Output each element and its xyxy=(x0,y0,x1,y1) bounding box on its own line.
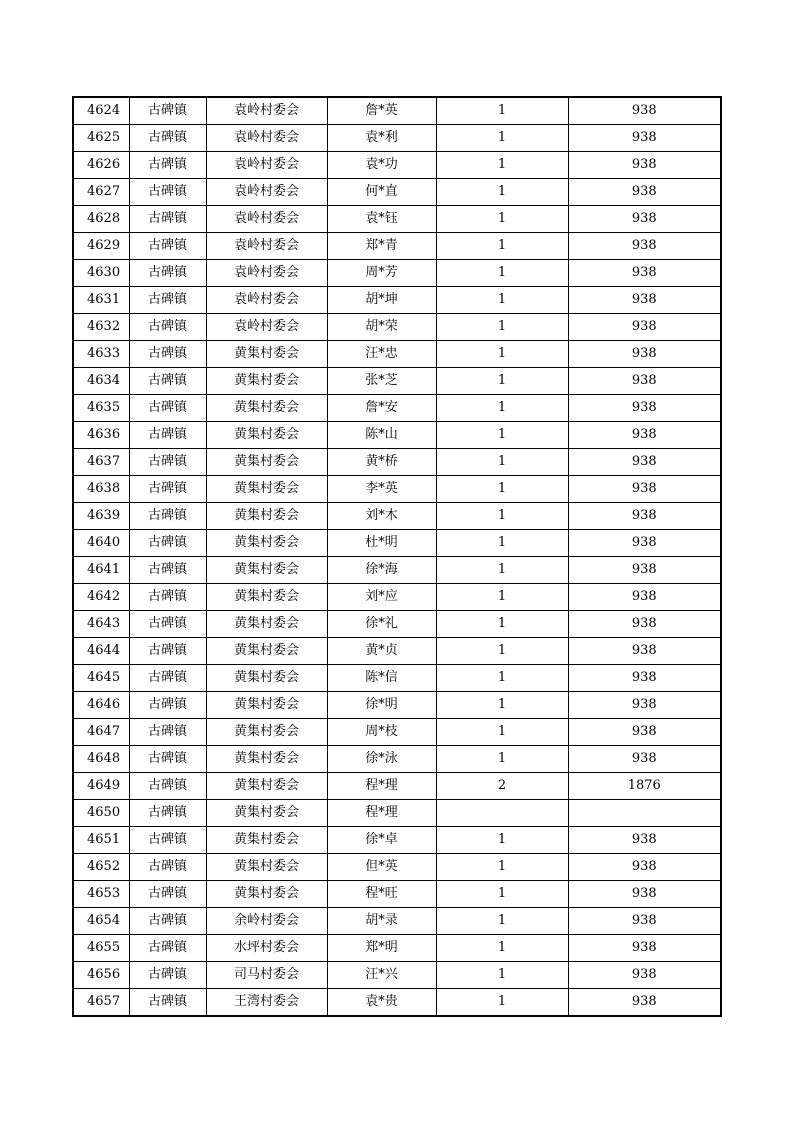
person-name-cell: 陈*山 xyxy=(327,422,436,449)
town-cell: 古碑镇 xyxy=(129,611,206,638)
town-cell: 古碑镇 xyxy=(129,233,206,260)
count-cell: 1 xyxy=(436,449,568,476)
row-number-cell: 4653 xyxy=(73,881,129,908)
count-cell: 1 xyxy=(436,854,568,881)
amount-cell: 938 xyxy=(568,97,721,125)
amount-cell: 938 xyxy=(568,827,721,854)
village-committee-cell: 黄集村委会 xyxy=(206,827,327,854)
row-number-cell: 4624 xyxy=(73,97,129,125)
person-name-cell: 刘*木 xyxy=(327,503,436,530)
row-number-cell: 4651 xyxy=(73,827,129,854)
person-name-cell: 程*旺 xyxy=(327,881,436,908)
village-committee-cell: 袁岭村委会 xyxy=(206,287,327,314)
row-number-cell: 4646 xyxy=(73,692,129,719)
town-cell: 古碑镇 xyxy=(129,584,206,611)
table-row xyxy=(73,557,721,584)
count-cell: 1 xyxy=(436,179,568,206)
count-cell: 1 xyxy=(436,881,568,908)
table-row xyxy=(73,341,721,368)
table-row xyxy=(73,854,721,881)
count-cell: 1 xyxy=(436,584,568,611)
person-name-cell: 但*英 xyxy=(327,854,436,881)
amount-cell: 1876 xyxy=(568,773,721,800)
amount-cell: 938 xyxy=(568,746,721,773)
town-cell: 古碑镇 xyxy=(129,287,206,314)
count-cell: 1 xyxy=(436,503,568,530)
amount-cell: 938 xyxy=(568,287,721,314)
amount-cell: 938 xyxy=(568,719,721,746)
row-number-cell: 4625 xyxy=(73,125,129,152)
village-committee-cell: 黄集村委会 xyxy=(206,503,327,530)
row-number-cell: 4645 xyxy=(73,665,129,692)
row-number-cell: 4638 xyxy=(73,476,129,503)
count-cell: 1 xyxy=(436,476,568,503)
table-row xyxy=(73,97,721,125)
amount-cell: 938 xyxy=(568,962,721,989)
person-name-cell: 袁*利 xyxy=(327,125,436,152)
table-row xyxy=(73,692,721,719)
village-committee-cell: 袁岭村委会 xyxy=(206,314,327,341)
row-number-cell: 4654 xyxy=(73,908,129,935)
count-cell: 1 xyxy=(436,611,568,638)
table-row xyxy=(73,881,721,908)
table-row xyxy=(73,800,721,827)
town-cell: 古碑镇 xyxy=(129,341,206,368)
table-row xyxy=(73,638,721,665)
person-name-cell: 袁*功 xyxy=(327,152,436,179)
count-cell: 1 xyxy=(436,233,568,260)
table-row xyxy=(73,206,721,233)
town-cell: 古碑镇 xyxy=(129,449,206,476)
person-name-cell: 程*理 xyxy=(327,773,436,800)
amount-cell: 938 xyxy=(568,233,721,260)
table-row xyxy=(73,287,721,314)
row-number-cell: 4635 xyxy=(73,395,129,422)
person-name-cell: 徐*海 xyxy=(327,557,436,584)
village-committee-cell: 黄集村委会 xyxy=(206,341,327,368)
row-number-cell: 4626 xyxy=(73,152,129,179)
count-cell: 1 xyxy=(436,962,568,989)
village-committee-cell: 黄集村委会 xyxy=(206,665,327,692)
village-committee-cell: 水坪村委会 xyxy=(206,935,327,962)
person-name-cell: 汪*兴 xyxy=(327,962,436,989)
count-cell: 1 xyxy=(436,287,568,314)
village-committee-cell: 袁岭村委会 xyxy=(206,97,327,125)
table-row xyxy=(73,719,721,746)
row-number-cell: 4634 xyxy=(73,368,129,395)
amount-cell: 938 xyxy=(568,368,721,395)
village-committee-cell: 袁岭村委会 xyxy=(206,260,327,287)
row-number-cell: 4630 xyxy=(73,260,129,287)
amount-cell: 938 xyxy=(568,557,721,584)
person-name-cell: 詹*英 xyxy=(327,97,436,125)
village-committee-cell: 黄集村委会 xyxy=(206,881,327,908)
table-row xyxy=(73,773,721,800)
table-row xyxy=(73,233,721,260)
town-cell: 古碑镇 xyxy=(129,719,206,746)
person-name-cell: 徐*礼 xyxy=(327,611,436,638)
count-cell: 1 xyxy=(436,908,568,935)
amount-cell: 938 xyxy=(568,341,721,368)
count-cell: 1 xyxy=(436,746,568,773)
person-name-cell: 汪*忠 xyxy=(327,341,436,368)
row-number-cell: 4637 xyxy=(73,449,129,476)
person-name-cell: 何*直 xyxy=(327,179,436,206)
amount-cell: 938 xyxy=(568,476,721,503)
row-number-cell: 4652 xyxy=(73,854,129,881)
row-number-cell: 4631 xyxy=(73,287,129,314)
table-row xyxy=(73,935,721,962)
person-name-cell: 刘*应 xyxy=(327,584,436,611)
amount-cell: 938 xyxy=(568,611,721,638)
table-row xyxy=(73,665,721,692)
amount-cell: 938 xyxy=(568,152,721,179)
count-cell: 1 xyxy=(436,152,568,179)
row-number-cell: 4628 xyxy=(73,206,129,233)
town-cell: 古碑镇 xyxy=(129,773,206,800)
row-number-cell: 4650 xyxy=(73,800,129,827)
amount-cell: 938 xyxy=(568,422,721,449)
village-committee-cell: 黄集村委会 xyxy=(206,395,327,422)
count-cell: 1 xyxy=(436,368,568,395)
count-cell: 1 xyxy=(436,827,568,854)
village-committee-cell: 袁岭村委会 xyxy=(206,179,327,206)
person-name-cell: 陈*信 xyxy=(327,665,436,692)
count-cell: 1 xyxy=(436,557,568,584)
table-row xyxy=(73,908,721,935)
town-cell: 古碑镇 xyxy=(129,989,206,1017)
table-row xyxy=(73,989,721,1017)
town-cell: 古碑镇 xyxy=(129,854,206,881)
count-cell: 1 xyxy=(436,97,568,125)
row-number-cell: 4641 xyxy=(73,557,129,584)
amount-cell xyxy=(568,800,721,827)
table-row xyxy=(73,530,721,557)
amount-cell: 938 xyxy=(568,449,721,476)
village-committee-cell: 黄集村委会 xyxy=(206,746,327,773)
village-committee-cell: 黄集村委会 xyxy=(206,638,327,665)
town-cell: 古碑镇 xyxy=(129,368,206,395)
table-row xyxy=(73,827,721,854)
amount-cell: 938 xyxy=(568,503,721,530)
amount-cell: 938 xyxy=(568,935,721,962)
village-committee-cell: 黄集村委会 xyxy=(206,611,327,638)
person-name-cell: 郑*明 xyxy=(327,935,436,962)
person-name-cell: 张*芝 xyxy=(327,368,436,395)
person-name-cell: 郑*青 xyxy=(327,233,436,260)
village-committee-cell: 黄集村委会 xyxy=(206,773,327,800)
table-row xyxy=(73,260,721,287)
count-cell: 1 xyxy=(436,692,568,719)
person-name-cell: 胡*录 xyxy=(327,908,436,935)
amount-cell: 938 xyxy=(568,314,721,341)
town-cell: 古碑镇 xyxy=(129,395,206,422)
village-committee-cell: 袁岭村委会 xyxy=(206,233,327,260)
row-number-cell: 4629 xyxy=(73,233,129,260)
table-row xyxy=(73,962,721,989)
table-row xyxy=(73,179,721,206)
row-number-cell: 4648 xyxy=(73,746,129,773)
row-number-cell: 4639 xyxy=(73,503,129,530)
amount-cell: 938 xyxy=(568,665,721,692)
amount-cell: 938 xyxy=(568,530,721,557)
row-number-cell: 4643 xyxy=(73,611,129,638)
town-cell: 古碑镇 xyxy=(129,530,206,557)
village-committee-cell: 黄集村委会 xyxy=(206,800,327,827)
table-row xyxy=(73,476,721,503)
table-row xyxy=(73,449,721,476)
person-name-cell: 胡*荣 xyxy=(327,314,436,341)
village-committee-cell: 黄集村委会 xyxy=(206,449,327,476)
town-cell: 古碑镇 xyxy=(129,179,206,206)
amount-cell: 938 xyxy=(568,908,721,935)
town-cell: 古碑镇 xyxy=(129,638,206,665)
count-cell: 1 xyxy=(436,530,568,557)
town-cell: 古碑镇 xyxy=(129,260,206,287)
row-number-cell: 4633 xyxy=(73,341,129,368)
village-committee-cell: 黄集村委会 xyxy=(206,692,327,719)
table-row xyxy=(73,611,721,638)
person-name-cell: 杜*明 xyxy=(327,530,436,557)
town-cell: 古碑镇 xyxy=(129,206,206,233)
town-cell: 古碑镇 xyxy=(129,665,206,692)
row-number-cell: 4642 xyxy=(73,584,129,611)
table-row xyxy=(73,395,721,422)
town-cell: 古碑镇 xyxy=(129,692,206,719)
village-committee-cell: 袁岭村委会 xyxy=(206,152,327,179)
row-number-cell: 4632 xyxy=(73,314,129,341)
count-cell: 1 xyxy=(436,665,568,692)
count-cell: 1 xyxy=(436,395,568,422)
village-committee-cell: 黄集村委会 xyxy=(206,557,327,584)
count-cell: 1 xyxy=(436,719,568,746)
table-row xyxy=(73,314,721,341)
village-committee-cell: 司马村委会 xyxy=(206,962,327,989)
town-cell: 古碑镇 xyxy=(129,935,206,962)
person-name-cell: 徐*明 xyxy=(327,692,436,719)
village-committee-cell: 袁岭村委会 xyxy=(206,206,327,233)
town-cell: 古碑镇 xyxy=(129,827,206,854)
person-name-cell: 徐*泳 xyxy=(327,746,436,773)
table-row xyxy=(73,584,721,611)
row-number-cell: 4657 xyxy=(73,989,129,1017)
count-cell: 1 xyxy=(436,341,568,368)
amount-cell: 938 xyxy=(568,125,721,152)
row-number-cell: 4644 xyxy=(73,638,129,665)
amount-cell: 938 xyxy=(568,881,721,908)
person-name-cell: 胡*坤 xyxy=(327,287,436,314)
count-cell: 1 xyxy=(436,422,568,449)
row-number-cell: 4647 xyxy=(73,719,129,746)
count-cell: 2 xyxy=(436,773,568,800)
table-row xyxy=(73,503,721,530)
town-cell: 古碑镇 xyxy=(129,422,206,449)
person-name-cell: 黄*桥 xyxy=(327,449,436,476)
amount-cell: 938 xyxy=(568,584,721,611)
town-cell: 古碑镇 xyxy=(129,908,206,935)
person-name-cell: 袁*钰 xyxy=(327,206,436,233)
table-row xyxy=(73,152,721,179)
amount-cell: 938 xyxy=(568,854,721,881)
village-committee-cell: 余岭村委会 xyxy=(206,908,327,935)
count-cell: 1 xyxy=(436,260,568,287)
count-cell: 1 xyxy=(436,314,568,341)
village-committee-cell: 黄集村委会 xyxy=(206,368,327,395)
person-name-cell: 周*芳 xyxy=(327,260,436,287)
row-number-cell: 4656 xyxy=(73,962,129,989)
town-cell: 古碑镇 xyxy=(129,746,206,773)
count-cell: 1 xyxy=(436,989,568,1017)
row-number-cell: 4640 xyxy=(73,530,129,557)
amount-cell: 938 xyxy=(568,638,721,665)
person-name-cell: 徐*卓 xyxy=(327,827,436,854)
count-cell: 1 xyxy=(436,638,568,665)
town-cell: 古碑镇 xyxy=(129,125,206,152)
person-name-cell: 黄*贞 xyxy=(327,638,436,665)
count-cell xyxy=(436,800,568,827)
amount-cell: 938 xyxy=(568,989,721,1017)
person-name-cell: 李*英 xyxy=(327,476,436,503)
town-cell: 古碑镇 xyxy=(129,881,206,908)
amount-cell: 938 xyxy=(568,395,721,422)
amount-cell: 938 xyxy=(568,206,721,233)
row-number-cell: 4655 xyxy=(73,935,129,962)
table-row xyxy=(73,125,721,152)
town-cell: 古碑镇 xyxy=(129,503,206,530)
row-number-cell: 4627 xyxy=(73,179,129,206)
person-name-cell: 袁*贵 xyxy=(327,989,436,1017)
count-cell: 1 xyxy=(436,935,568,962)
table-row xyxy=(73,746,721,773)
town-cell: 古碑镇 xyxy=(129,800,206,827)
village-committee-cell: 黄集村委会 xyxy=(206,530,327,557)
table-row xyxy=(73,422,721,449)
village-committee-cell: 黄集村委会 xyxy=(206,584,327,611)
town-cell: 古碑镇 xyxy=(129,557,206,584)
records-table-body xyxy=(73,97,721,1016)
person-name-cell: 詹*安 xyxy=(327,395,436,422)
records-table xyxy=(72,96,722,1017)
amount-cell: 938 xyxy=(568,179,721,206)
town-cell: 古碑镇 xyxy=(129,962,206,989)
village-committee-cell: 黄集村委会 xyxy=(206,476,327,503)
amount-cell: 938 xyxy=(568,260,721,287)
row-number-cell: 4649 xyxy=(73,773,129,800)
village-committee-cell: 黄集村委会 xyxy=(206,719,327,746)
village-committee-cell: 王湾村委会 xyxy=(206,989,327,1017)
person-name-cell: 程*理 xyxy=(327,800,436,827)
village-committee-cell: 袁岭村委会 xyxy=(206,125,327,152)
table-row xyxy=(73,368,721,395)
count-cell: 1 xyxy=(436,206,568,233)
town-cell: 古碑镇 xyxy=(129,476,206,503)
town-cell: 古碑镇 xyxy=(129,152,206,179)
person-name-cell: 周*枝 xyxy=(327,719,436,746)
row-number-cell: 4636 xyxy=(73,422,129,449)
village-committee-cell: 黄集村委会 xyxy=(206,422,327,449)
town-cell: 古碑镇 xyxy=(129,314,206,341)
village-committee-cell: 黄集村委会 xyxy=(206,854,327,881)
amount-cell: 938 xyxy=(568,692,721,719)
count-cell: 1 xyxy=(436,125,568,152)
town-cell: 古碑镇 xyxy=(129,97,206,125)
